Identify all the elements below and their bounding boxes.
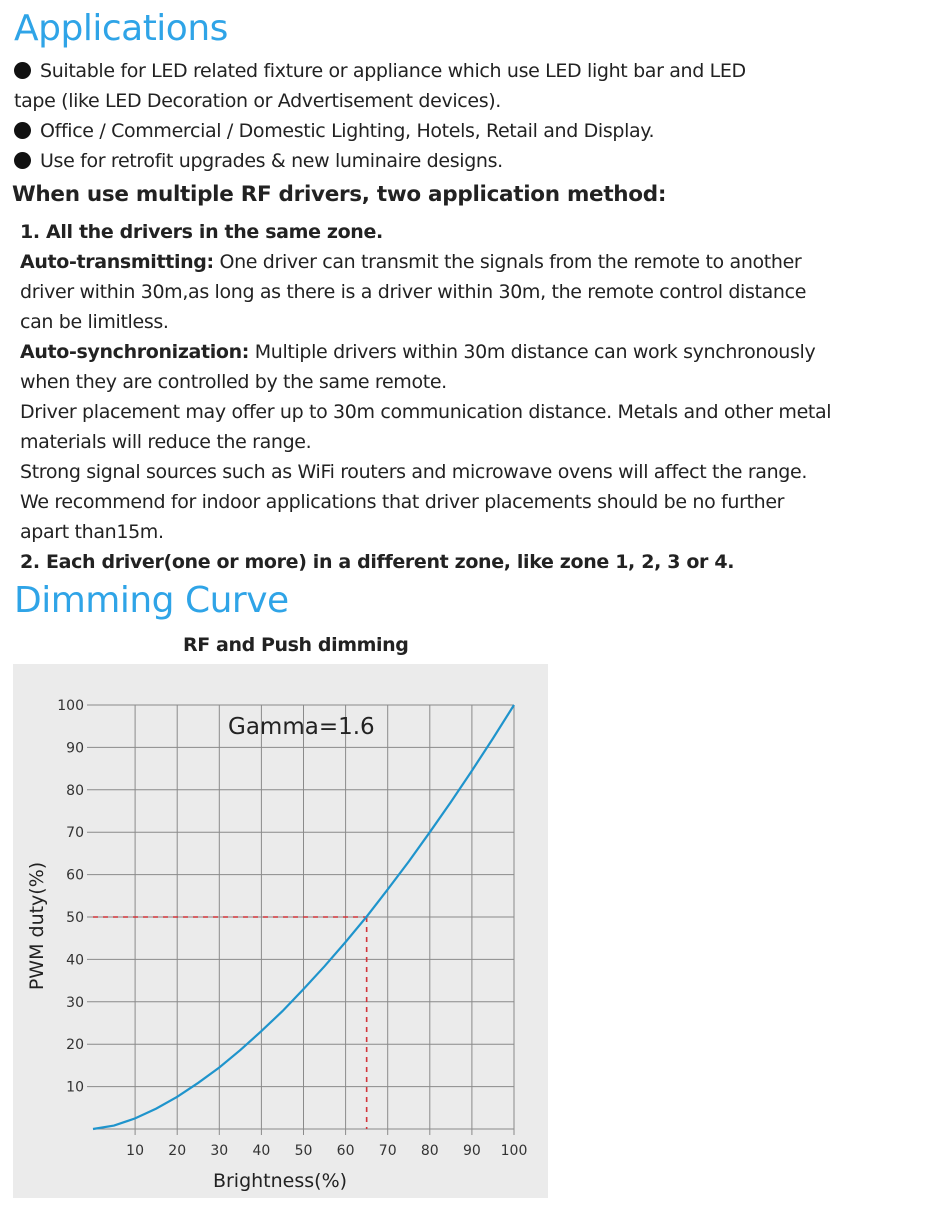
text-line: when they are controlled by the same remote. <box>20 371 447 393</box>
text-line: materials will reduce the range. <box>20 431 312 453</box>
bullet-item: Suitable for LED related fixture or appliance which use LED light bar and LED <box>14 56 746 86</box>
x-axis-label: Brightness(%) <box>212 1170 348 1192</box>
applications-heading: Applications <box>14 8 228 49</box>
auto-synchronization-label: Auto-synchronization: <box>20 341 250 363</box>
auto-transmitting-label: Auto-transmitting: <box>20 251 214 273</box>
x-tick-label: 10 <box>126 1143 145 1159</box>
y-tick-label: 80 <box>66 782 84 799</box>
y-tick-label: 40 <box>66 952 84 969</box>
y-tick-label: 30 <box>66 994 84 1011</box>
chart-svg <box>13 664 548 1198</box>
y-tick-label: 100 <box>57 698 84 714</box>
x-tick-label: 70 <box>378 1143 397 1159</box>
x-tick-label: 80 <box>420 1143 439 1159</box>
text-line: apart than15m. <box>20 521 164 543</box>
x-tick-label: 90 <box>462 1143 481 1159</box>
x-tick-label: 40 <box>252 1143 271 1159</box>
text-line: We recommend for indoor applications that driver placements should be no further <box>20 491 785 513</box>
x-tick-label: 100 <box>500 1143 528 1159</box>
y-axis-label: PWM duty(%) <box>26 861 48 991</box>
method-1-title: 1. All the drivers in the same zone. <box>20 221 383 243</box>
bullet-item: Office / Commercial / Domestic Lighting, Hotels, Retail and Display. <box>14 116 654 146</box>
x-tick-label: 20 <box>168 1143 187 1159</box>
method-2-title: 2. Each driver(one or more) in a different zone, like zone 1, 2, 3 or 4. <box>20 551 735 573</box>
bullet-item: Use for retrofit upgrades & new luminaire designs. <box>14 146 503 176</box>
dimming-chart <box>13 664 548 1198</box>
bullet-continuation: tape (like LED Decoration or Advertisement devices). <box>14 90 501 112</box>
y-tick-label: 90 <box>66 740 84 757</box>
rf-heading: When use multiple RF drivers, two application method: <box>12 182 667 207</box>
chart-title: RF and Push dimming <box>183 634 409 656</box>
text-line: driver within 30m,as long as there is a driver within 30m, the remote control distance <box>20 281 807 303</box>
text-line: can be limitless. <box>20 311 169 333</box>
dimming-curve-heading: Dimming Curve <box>14 580 289 621</box>
bullet-icon <box>14 62 31 79</box>
x-tick-label: 60 <box>336 1143 355 1159</box>
text-line: Strong signal sources such as WiFi routers and microwave ovens will affect the range. <box>20 461 808 483</box>
y-tick-label: 20 <box>66 1037 84 1054</box>
text-line: Driver placement may offer up to 30m communication distance. Metals and other metal <box>20 401 832 423</box>
y-tick-label: 50 <box>66 910 84 926</box>
bullet-icon <box>14 152 31 169</box>
y-tick-label: 10 <box>66 1079 84 1096</box>
auto-synchronization-line: Auto-synchronization: Multiple drivers within 30m distance can work synchronously <box>20 341 816 363</box>
y-tick-label: 70 <box>66 825 84 842</box>
gamma-annotation: Gamma=1.6 <box>228 714 375 740</box>
x-tick-label: 30 <box>210 1143 229 1159</box>
y-tick-label: 60 <box>66 867 84 884</box>
auto-transmitting-line: Auto-transmitting: One driver can transmit the signals from the remote to another <box>20 251 802 273</box>
x-tick-label: 50 <box>294 1143 313 1159</box>
bullet-icon <box>14 122 31 139</box>
